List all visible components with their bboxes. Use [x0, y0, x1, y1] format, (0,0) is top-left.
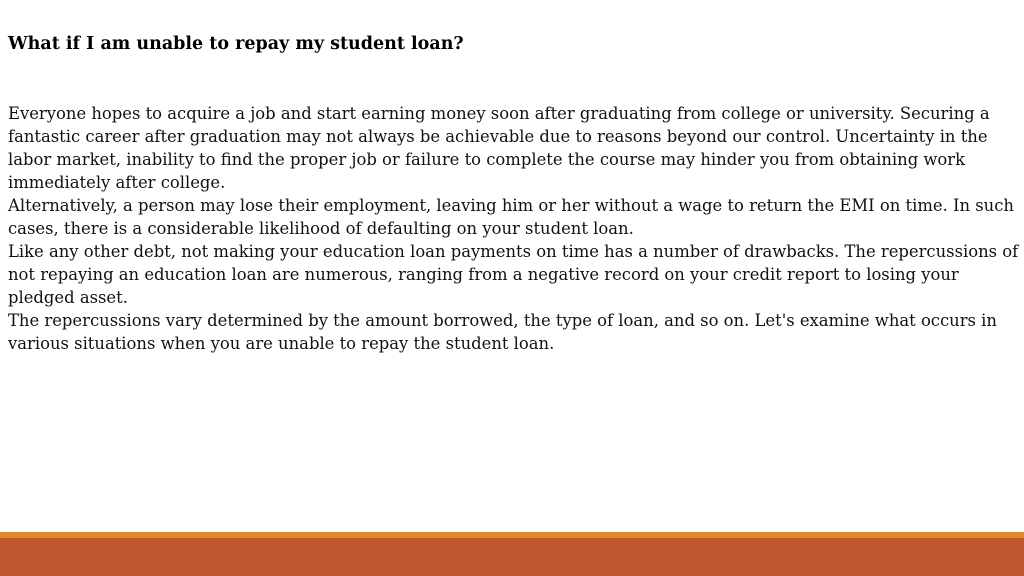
slide-body: [8, 102, 1020, 355]
body-paragraph-4: The repercussions vary determined by the amount borrowed, the type of loan, and so on. Let's examine what occurs in various situations when you are unable to repay the student loan.: [8, 311, 997, 353]
body-paragraph-3: Like any other debt, not making your education loan payments on time has a number of drawbacks. The repercussions of not repaying an education loan are numerous, ranging from a negative record on your credit report to losing your pledged asset.: [8, 242, 1019, 307]
slide-title: What if I am unable to repay my student loan?: [8, 34, 464, 54]
body-paragraph-2: Alternatively, a person may lose their employment, leaving him or her without a wage to return the EMI on time. In such cases, there is a considerable likelihood of defaulting on your student loan.: [8, 196, 1014, 238]
body-paragraph-1: Everyone hopes to acquire a job and start earning money soon after graduating from college or university. Securing a fantastic career after graduation may not always be achievable due to reasons beyond our control. Uncertainty in the labor market, inability to find the proper job or failure to complete the course may hinder you from obtaining work immediately after college.: [8, 104, 990, 192]
footer-bar: [0, 538, 1024, 576]
